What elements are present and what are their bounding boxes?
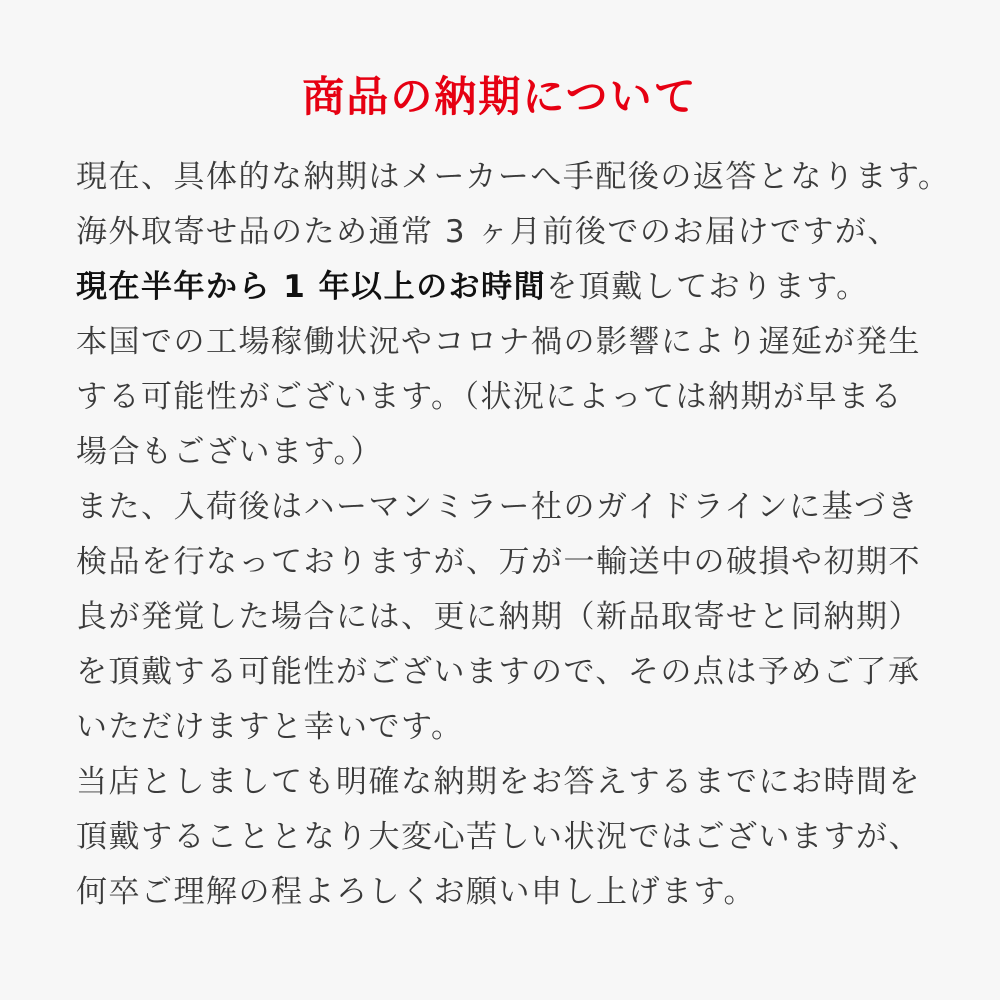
body-text-segment: 本国での工場稼働状況やコロナ禍の影響により遅延が発生 (76, 324, 921, 361)
body-line (76, 315, 924, 370)
body-text-segment: する可能性がございます。（状況によっては納期が早まる (76, 379, 904, 416)
body-line (76, 205, 924, 260)
body-line (76, 700, 924, 755)
body-line (76, 755, 924, 810)
body-text-segment: 良が発覚した場合には、更に納期（新品取寄せと同納期） (76, 599, 921, 636)
body-line (76, 150, 951, 205)
body-line (76, 370, 924, 425)
body-line (76, 535, 924, 590)
body-text-segment: 場合もございます。） (76, 434, 384, 471)
body-line (76, 480, 924, 535)
body-text-segment: 当店としましても明確な納期をお答えするまでにお時間を (76, 764, 921, 801)
emphasized-text: 現在半年から 1 年以上のお時間 (76, 269, 547, 306)
body-line (76, 645, 924, 700)
notice-body (76, 150, 951, 920)
body-line (76, 425, 924, 480)
body-line (76, 865, 924, 920)
body-text-segment: を頂戴しております。 (546, 269, 869, 306)
body-line (76, 260, 924, 315)
body-text-segment: 現在、具体的な納期はメーカーへ手配後の返答となります。 (76, 159, 951, 196)
body-text-segment: 何卒ご理解の程よろしくお願い申し上げます。 (76, 874, 757, 911)
page-title: 商品の納期について (302, 72, 698, 121)
body-line (76, 810, 924, 865)
body-text-segment: を頂戴する可能性がございますので、その点は予めご了承 (76, 654, 921, 691)
body-text-segment: いただけますと幸いです。 (76, 709, 464, 746)
body-text-segment: 海外取寄せ品のため通常 3 ヶ月前後でのお届けですが、 (76, 214, 900, 251)
body-text-segment: 検品を行なっておりますが、万が一輸送中の破損や初期不 (76, 544, 921, 581)
body-text-segment: 頂戴することとなり大変心苦しい状況ではございますが、 (76, 819, 921, 856)
body-text-segment: また、入荷後はハーマンミラー社のガイドラインに基づき (76, 489, 920, 526)
body-line (76, 590, 924, 645)
